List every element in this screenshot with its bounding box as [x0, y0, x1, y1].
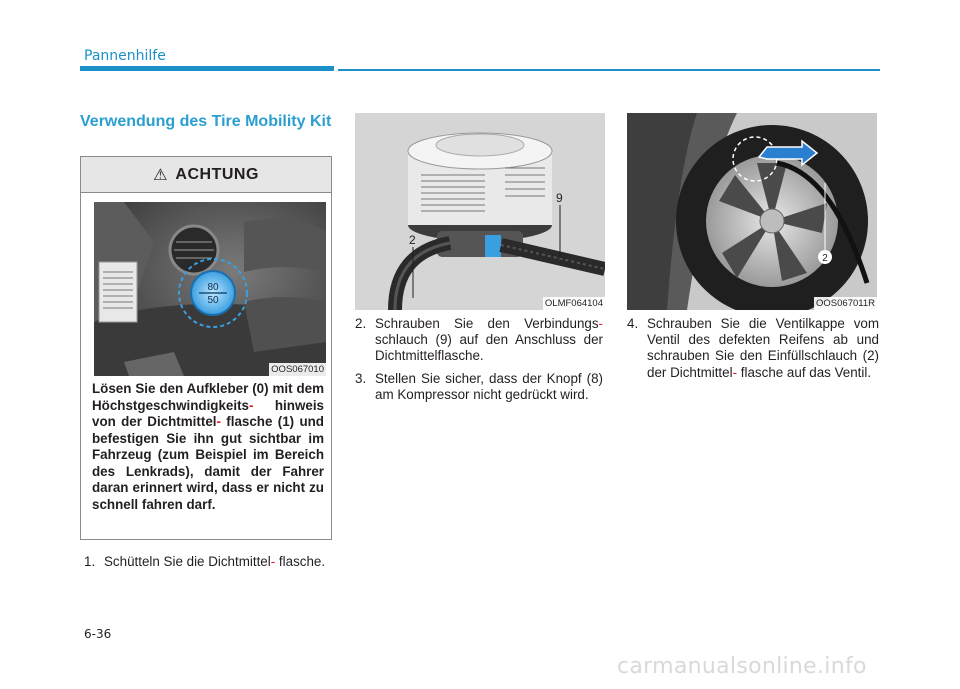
hyphen-mark: -: [249, 397, 254, 413]
hyphen-mark: -: [732, 364, 738, 380]
warning-triangle-icon: ⚠: [153, 166, 168, 184]
warning-text-part3: flasche (1) und befestigen Sie ihn gut sichtbar im Fahrzeug (zum Beispiel im Bereich des Lenkrads), damit der Fahrer daran erinnert wird, dass er nicht zu schnell fahren darf.: [92, 414, 324, 512]
warning-text-part1: Lösen Sie den Aufkleber (0) mit dem Höchstgeschwindigkeits: [92, 381, 324, 413]
warning-header: [81, 157, 331, 193]
step-text-a: Schrauben Sie die Ventilkappe vom Ventil des defekten Reifens ab und schrauben Sie den Einfüllschlauch (2) der Dichtmittel: [647, 316, 879, 380]
step-text: Stellen Sie sicher, dass der Knopf (8) am Kompressor nicht gedrückt wird.: [375, 371, 603, 403]
tire-valve-illustration: [627, 113, 877, 310]
gauge-top-label: 80: [207, 282, 219, 293]
step-text-a: Schrauben Sie den Verbindungs: [375, 316, 599, 331]
step-text-b: schlauch (9) auf den Anschluss der Dichtmittelflasche.: [375, 332, 603, 364]
step-1: [84, 554, 332, 570]
step-number: 2.: [355, 316, 367, 331]
hyphen-mark: -: [598, 316, 603, 331]
step-text: [627, 316, 879, 381]
figure-code: OLMF064104: [544, 298, 603, 309]
step-number: 4.: [627, 316, 639, 331]
callout-connector: 9: [556, 191, 563, 205]
sealant-bottle-illustration: [355, 113, 605, 310]
warning-title: ACHTUNG: [175, 165, 259, 183]
warning-text-part2: hinweis von der Dichtmittel: [92, 397, 324, 429]
callout-hose: 2: [822, 253, 828, 264]
section-header: Pannenhilfe: [84, 48, 166, 64]
figure-code: OOS067010: [271, 364, 324, 375]
gauge-bottom-label: 50: [207, 295, 219, 306]
header-rule-thick: [80, 66, 334, 71]
dashboard-figure: [94, 202, 326, 376]
warning-body: [92, 381, 324, 513]
step-text-b: flasche auf das Ventil.: [740, 364, 872, 380]
watermark: carmanualsonline.info: [617, 654, 867, 679]
page-number: 6-36: [84, 627, 112, 641]
step-text-b: flasche.: [278, 554, 326, 569]
step-4: [627, 316, 879, 381]
figure-code: OOS067011R: [816, 298, 875, 309]
page-title: Verwendung des Tire Mobility Kit: [80, 113, 332, 130]
header-rule-thin: [338, 69, 880, 71]
dashboard-illustration: [94, 202, 326, 376]
step-text: [84, 554, 332, 570]
step-2: [355, 316, 603, 365]
warning-box: [80, 156, 332, 540]
tire-valve-figure: [627, 113, 877, 310]
step-number: 1.: [84, 554, 96, 569]
step-text-a: Schütteln Sie die Dichtmittel: [104, 554, 271, 569]
step-text: [355, 316, 603, 365]
sealant-bottle-figure: [355, 113, 605, 310]
step-number: 3.: [355, 371, 367, 386]
callout-hose: 2: [409, 233, 416, 247]
hyphen-mark: -: [270, 554, 276, 569]
hyphen-mark: -: [216, 414, 221, 429]
step-3: [355, 371, 603, 403]
